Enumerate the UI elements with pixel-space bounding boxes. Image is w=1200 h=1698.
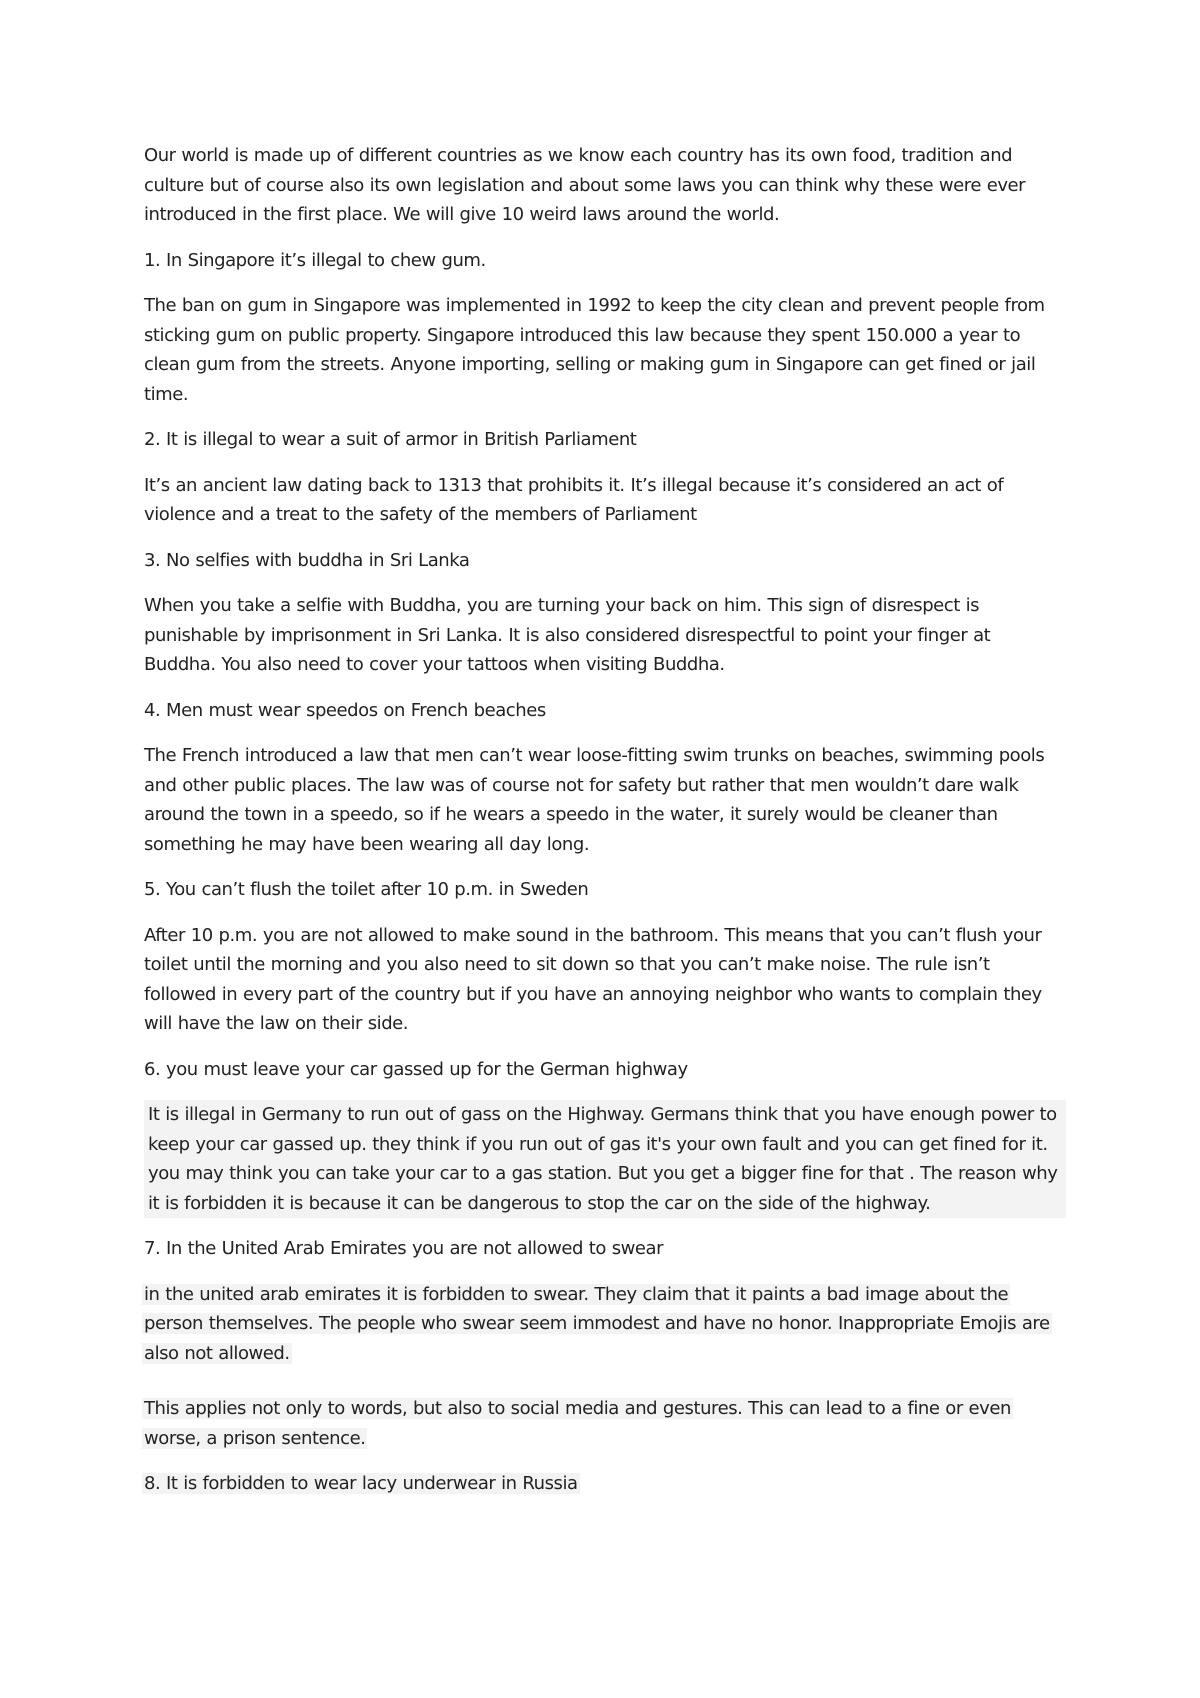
- law-7-body: [144, 1280, 1066, 1369]
- law-2-heading: 2. It is illegal to wear a suit of armor in British Parliament: [144, 429, 637, 450]
- law-1-body: The ban on gum in Singapore was implemented in 1992 to keep the city clean and prevent people from sticking gum on public property. Singapore introduced this law because they spent 150.000 a year to clean gum from the streets. Anyone importing, selling or making gum in Singapore can get fined or jail time.: [144, 295, 1045, 405]
- law-7-heading: 7. In the United Arab Emirates you are not allowed to swear: [144, 1238, 664, 1259]
- law-3-heading: 3. No selfies with buddha in Sri Lanka: [144, 549, 470, 571]
- law-2-body: It’s an ancient law dating back to 1313 that prohibits it. It’s illegal because it’s considered an act of violence and a treat to the safety of the members of Parliament: [144, 474, 1004, 525]
- law-7-body-2-text: This applies not only to words, but also to social media and gestures. This can lead to a fine or even worse, a prison sentence.: [144, 1398, 1011, 1449]
- law-4-body: The French introduced a law that men can’t wear loose-fitting swim trunks on beaches, swimming pools and other public places. The law was of course not for safety but rather that men wouldn’t dare walk around the town in a speedo, so if he wears a speedo in the water, it surely would be cleaner than something he may have been wearing all day long.: [144, 745, 1045, 855]
- law-8-heading: [144, 1469, 1066, 1499]
- law-6-body: It is illegal in Germany to run out of gass on the Highway. Germans think that you have enough power to keep your car gassed up. they think if you run out of gas it's your own fault and you can get fined for it. you may think you can take your car to a gas station. But you get a bigger fine for that . The reason why it is forbidden it is because it can be dangerous to stop the car on the side of the highway.: [144, 1100, 1066, 1218]
- law-7-body-text: in the united arab emirates it is forbidden to swear. They claim that it paints a bad image about the person themselves. The people who swear seem immodest and have no honor. Inappropriate Emojis are also not allowed.: [144, 1283, 1050, 1364]
- document-body: [144, 141, 1066, 1515]
- law-4-heading: 4. Men must wear speedos on French beaches: [144, 699, 546, 721]
- law-5-body: After 10 p.m. you are not allowed to make sound in the bathroom. This means that you can’t flush your toilet until the morning and you also need to sit down so that you can’t make noise. The rule isn’t followed in every part of the country but if you have an annoying neighbor who wants to complain they will have the law on their side.: [144, 924, 1042, 1034]
- law-5-heading: 5. You can’t flush the toilet after 10 p.m. in Sweden: [144, 879, 589, 900]
- law-8-heading-text: 8. It is forbidden to wear lacy underwear in Russia: [144, 1473, 578, 1494]
- law-3-body: When you take a selfie with Buddha, you are turning your back on him. This sign of disrespect is punishable by imprisonment in Sri Lanka. It is also considered disrespectful to point your finger at Buddha. You also need to cover your tattoos when visiting Buddha.: [144, 595, 991, 675]
- law-6-heading: 6. you must leave your car gassed up for the German highway: [144, 1058, 688, 1080]
- intro-paragraph: Our world is made up of different countries as we know each country has its own food, tradition and culture but of course also its own legislation and about some laws you can think why these were ever introduced in the first place. We will give 10 weird laws around the world.: [144, 145, 1026, 225]
- law-1-heading: 1. In Singapore it’s illegal to chew gum.: [144, 249, 486, 271]
- law-7-body-2: [144, 1394, 1066, 1453]
